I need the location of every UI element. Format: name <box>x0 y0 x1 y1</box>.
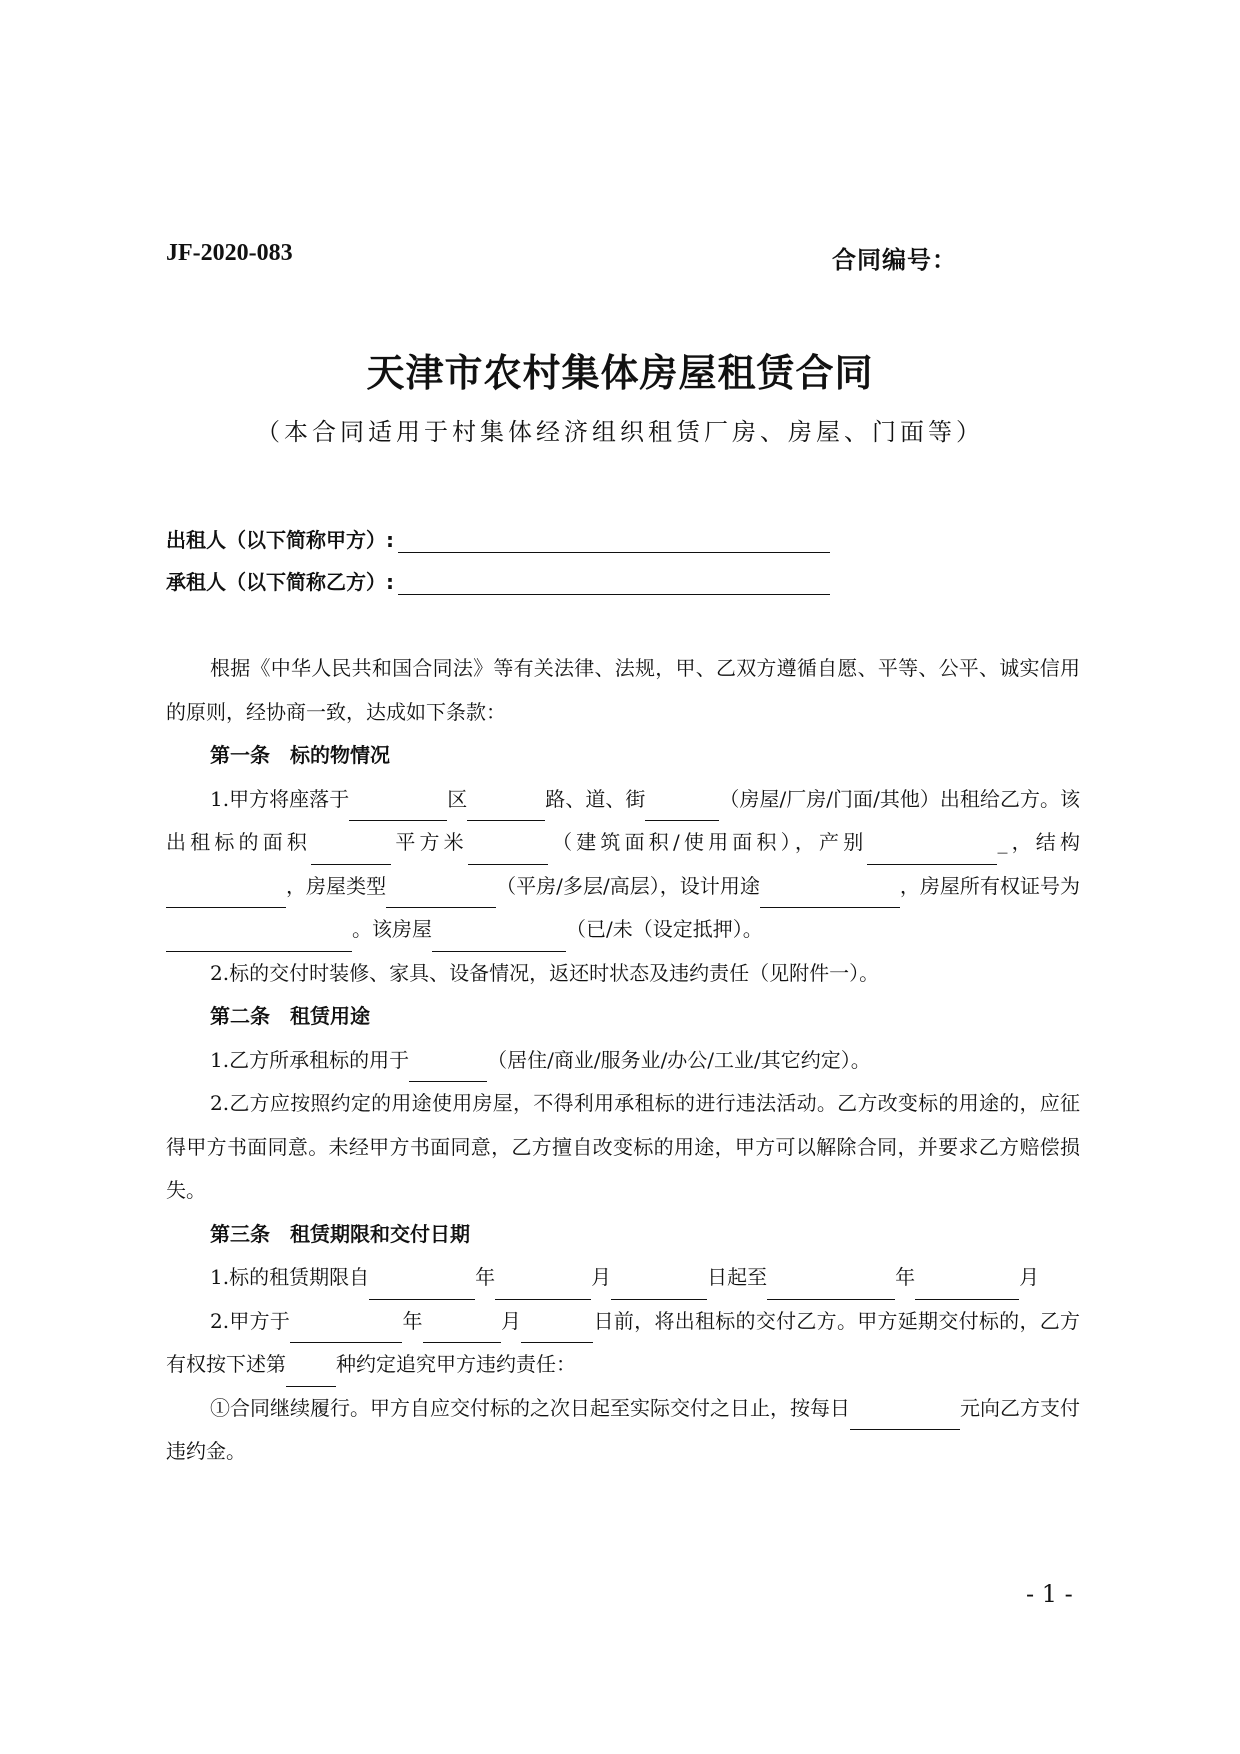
start-day-blank[interactable] <box>611 1275 707 1300</box>
lessee-label: 承租人（以下简称乙方）: <box>166 570 394 594</box>
text-fragment: 。该房屋 <box>352 917 432 941</box>
document-title: 天津市农村集体房屋租赁合同 <box>366 350 874 395</box>
district-blank[interactable] <box>349 796 447 821</box>
text-fragment: 1.乙方所承租标的用于 <box>210 1047 410 1072</box>
text-fragment: （居住/商业/服务业/办公/工业/其它约定）。 <box>487 1047 871 1072</box>
article-1-item-2: 2.标的交付时装修、家具、设备情况，返还时状态及违约责任（见附件一）。 <box>210 960 880 985</box>
text-fragment: 2.甲方于 <box>210 1308 291 1333</box>
text-fragment: 1.标的租赁期限自 <box>210 1265 370 1289</box>
lessee-row <box>166 566 830 595</box>
intro-paragraph: 根据《中华人民共和国合同法》等有关法律、法规，甲、乙双方遵循自愿、平等、公平、诚实信用的原则，经协商一致，达成如下条款： <box>166 656 1080 724</box>
contract-number-label: 合同编号： <box>832 246 957 274</box>
page-number: - 1 - <box>1026 1580 1073 1608</box>
text-fragment: （已/未（设定抵押）。 <box>566 917 763 941</box>
text-fragment: 路、道、街 <box>545 786 646 811</box>
article-1-item-1 <box>166 778 1080 952</box>
text-fragment: 1.甲方将座落于 <box>210 786 350 811</box>
delivery-month-blank[interactable] <box>423 1318 501 1343</box>
start-year-blank[interactable] <box>369 1275 475 1300</box>
mortgage-status-blank[interactable] <box>432 927 566 952</box>
use-blank[interactable] <box>409 1057 487 1082</box>
lessor-label: 出租人（以下简称甲方）: <box>166 528 394 552</box>
article-2-heading: 第二条 租赁用途 <box>210 1004 370 1028</box>
text-fragment: 日起至 <box>707 1265 768 1289</box>
structure-blank[interactable] <box>166 883 286 908</box>
text-fragment: 月 <box>500 1308 522 1333</box>
design-use-blank[interactable] <box>760 883 900 908</box>
article-3-heading: 第三条 租赁期限和交付日期 <box>210 1221 470 1246</box>
lessor-blank[interactable] <box>398 530 830 553</box>
start-month-blank[interactable] <box>495 1275 591 1300</box>
delivery-day-blank[interactable] <box>521 1318 593 1343</box>
article-3-item-3 <box>166 1387 1080 1474</box>
document-subtitle: （本合同适用于村集体经济组织租赁厂房、房屋、门面等） <box>256 418 984 446</box>
text-fragment: _，结构 <box>997 830 1080 854</box>
article-1-heading: 第一条 标的物情况 <box>210 743 390 767</box>
text-fragment: （房屋/厂房/门面/其他）出租给乙方。该出租标的面积 <box>166 786 1081 854</box>
road-blank[interactable] <box>467 796 545 821</box>
text-fragment: 月 <box>591 1265 612 1289</box>
article-3-item-2 <box>166 1300 1080 1387</box>
text-fragment: ①合同继续履行。甲方自应交付标的之次日起至实际交付之日止，按每日 <box>210 1395 850 1420</box>
text-fragment: 年 <box>475 1265 496 1289</box>
text-fragment: 平方米 <box>391 830 468 854</box>
house-type-blank[interactable] <box>386 883 496 908</box>
text-fragment: 区 <box>447 786 468 811</box>
text-fragment: 年 <box>402 1308 423 1333</box>
text-fragment: 日前，将出租标的交付乙方。甲方延期交付标的，乙方有权按下述第 <box>166 1308 1081 1376</box>
text-fragment: ，房屋类型 <box>286 873 387 898</box>
text-fragment: ，房屋所有权证号为 <box>899 873 1081 898</box>
article-2-item-1 <box>166 1039 1080 1083</box>
article-2-item-2: 2.乙方应按照约定的用途使用房屋，不得利用承租标的进行违法活动。乙方改变标的用途的，应征得甲方书面同意。未经甲方书面同意，乙方擅自改变标的用途，甲方可以解除合同，并要求乙方赔偿损失。 <box>166 1091 1080 1202</box>
document-code: JF-2020-083 <box>166 240 293 266</box>
text-fragment: （平房/多层/高层），设计用途 <box>496 873 760 898</box>
area-type-blank[interactable] <box>468 840 548 865</box>
end-month-blank[interactable] <box>915 1275 1019 1300</box>
daily-penalty-blank[interactable] <box>850 1405 960 1430</box>
text-fragment: 年 <box>895 1265 916 1289</box>
delivery-year-blank[interactable] <box>290 1318 402 1343</box>
end-year-blank[interactable] <box>767 1275 895 1300</box>
text-fragment: （建筑面积/使用面积），产别 <box>547 830 868 854</box>
lessor-row <box>166 524 830 553</box>
text-fragment: 月 <box>1019 1265 1040 1289</box>
street-blank[interactable] <box>645 796 719 821</box>
text-fragment: 种约定追究甲方违约责任： <box>336 1352 576 1376</box>
certificate-number-blank[interactable] <box>166 927 352 952</box>
property-type-blank[interactable] <box>867 840 997 865</box>
area-blank[interactable] <box>311 840 391 865</box>
text-fragment: 元向乙方支付违约金。 <box>166 1395 1080 1463</box>
contract-body <box>166 647 1080 1474</box>
clause-number-blank[interactable] <box>286 1362 336 1387</box>
lessee-blank[interactable] <box>398 572 830 595</box>
article-3-item-1 <box>166 1256 1080 1300</box>
